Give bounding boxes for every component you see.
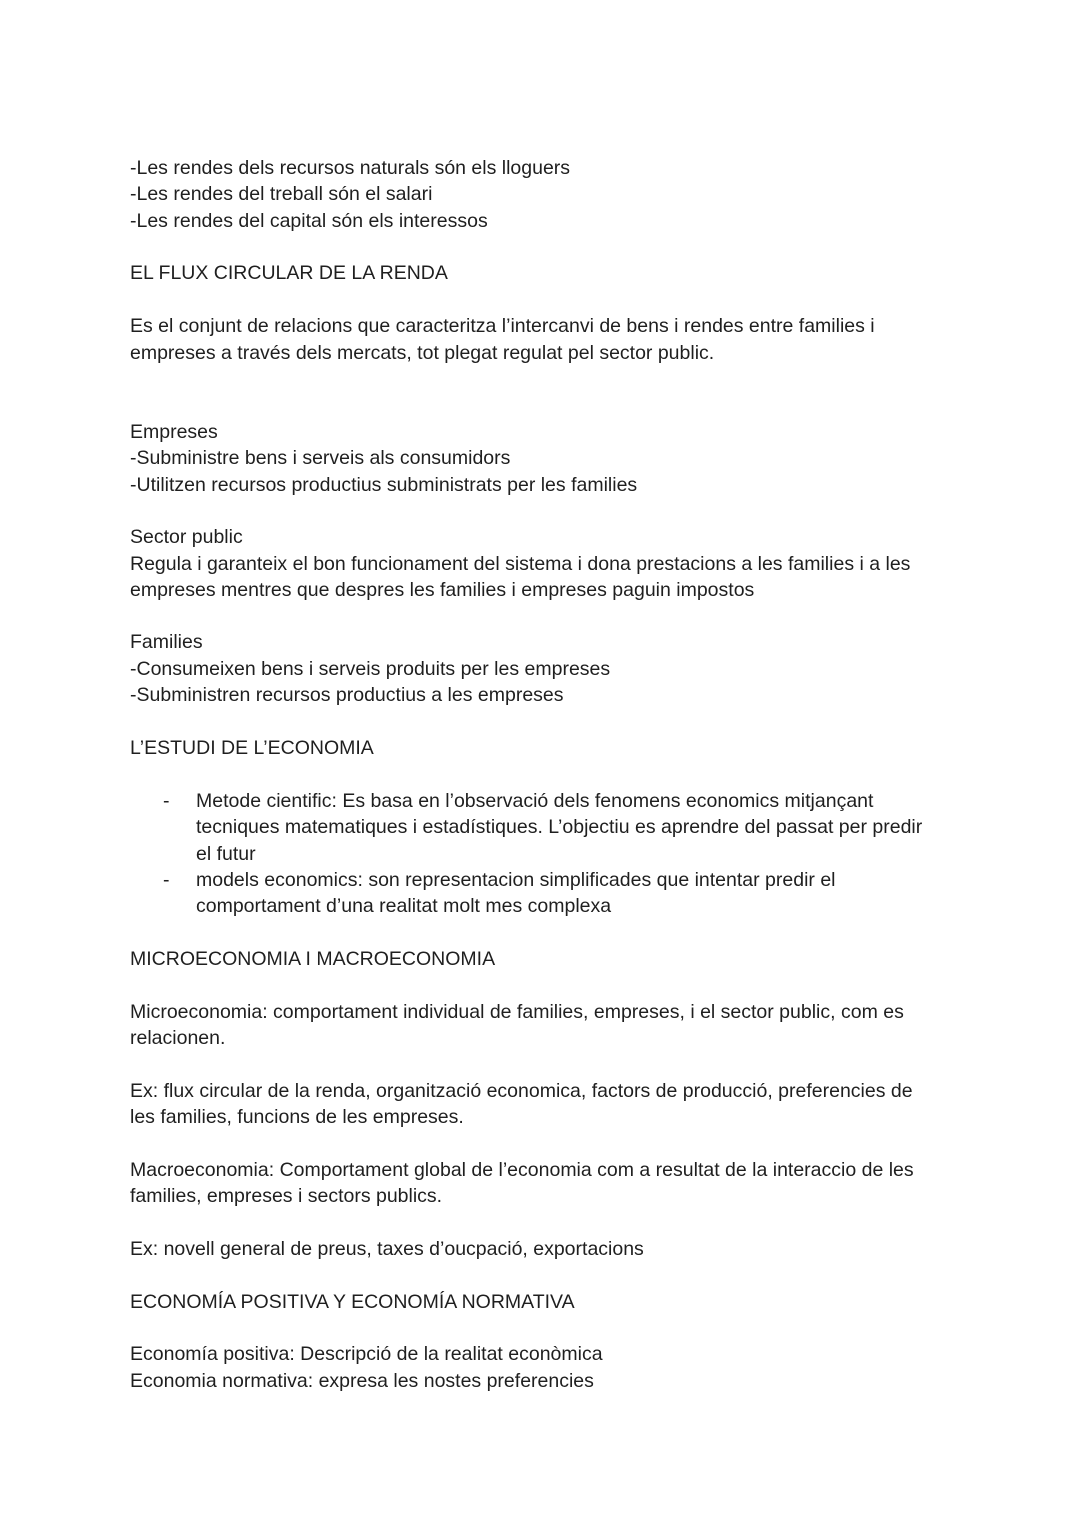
- list-item: -Subministre bens i serveis als consumidors: [130, 447, 511, 469]
- bullet-line: models economics: son representacion simplificades que intentar predir el: [196, 869, 836, 891]
- bullet-dash: -: [163, 869, 170, 891]
- paragraph-line: Macroeconomia: Comportament global de l’economia com a resultat de la interaccio de les: [130, 1159, 914, 1181]
- section-heading: MICROECONOMIA I MACROECONOMIA: [130, 948, 496, 970]
- paragraph-line: families, empreses i sectors publics.: [130, 1185, 443, 1207]
- paragraph-line: Regula i garanteix el bon funcionament del sistema i dona prestacions a les families i a les: [130, 553, 911, 575]
- paragraph-line: Microeconomia: comportament individual de families, empreses, i el sector public, com es: [130, 1001, 904, 1023]
- list-item: -Consumeixen bens i serveis produits per les empreses: [130, 658, 611, 680]
- subheading: Families: [130, 631, 203, 653]
- subheading: Empreses: [130, 421, 218, 443]
- bullet-line: el futur: [196, 843, 256, 865]
- paragraph-line: relacionen.: [130, 1027, 226, 1049]
- bullet-line: comportament d’una realitat molt mes complexa: [196, 895, 612, 917]
- section-heading: EL FLUX CIRCULAR DE LA RENDA: [130, 262, 448, 284]
- paragraph-line: Es el conjunt de relacions que caracteritza l’intercanvi de bens i rendes entre families i: [130, 315, 875, 337]
- subheading: Sector public: [130, 526, 243, 548]
- bullet-line: tecniques matematiques i estadístiques. L’objectiu es aprendre del passat per predir: [196, 816, 923, 838]
- section-heading: L’ESTUDI DE L’ECONOMIA: [130, 737, 374, 759]
- paragraph-line: empreses mentres que despres les families i empreses paguin impostos: [130, 579, 755, 601]
- paragraph-line: Ex: flux circular de la renda, organització economica, factors de producció, preferencies de: [130, 1080, 913, 1102]
- list-item: -Utilitzen recursos productius subministrats per les families: [130, 474, 638, 496]
- paragraph-line: empreses a través dels mercats, tot plegat regulat pel sector public.: [130, 342, 715, 364]
- paragraph-line: Ex: novell general de preus, taxes d’oucpació, exportacions: [130, 1238, 644, 1260]
- bullet-line: Metode cientific: Es basa en l’observació dels fenomens economics mitjançant: [196, 790, 874, 812]
- rendes-line: -Les rendes del capital són els interessos: [130, 210, 488, 232]
- paragraph-line: Economía positiva: Descripció de la realitat econòmica: [130, 1343, 603, 1365]
- paragraph-line: Economia normativa: expresa les nostes preferencies: [130, 1370, 594, 1392]
- section-heading: ECONOMÍA POSITIVA Y ECONOMÍA NORMATIVA: [130, 1291, 575, 1313]
- list-item: -Subministren recursos productius a les empreses: [130, 684, 564, 706]
- rendes-line: -Les rendes del treball són el salari: [130, 183, 433, 205]
- rendes-line: -Les rendes dels recursos naturals són els lloguers: [130, 157, 571, 179]
- bullet-dash: -: [163, 790, 170, 812]
- paragraph-line: les families, funcions de les empreses.: [130, 1106, 464, 1128]
